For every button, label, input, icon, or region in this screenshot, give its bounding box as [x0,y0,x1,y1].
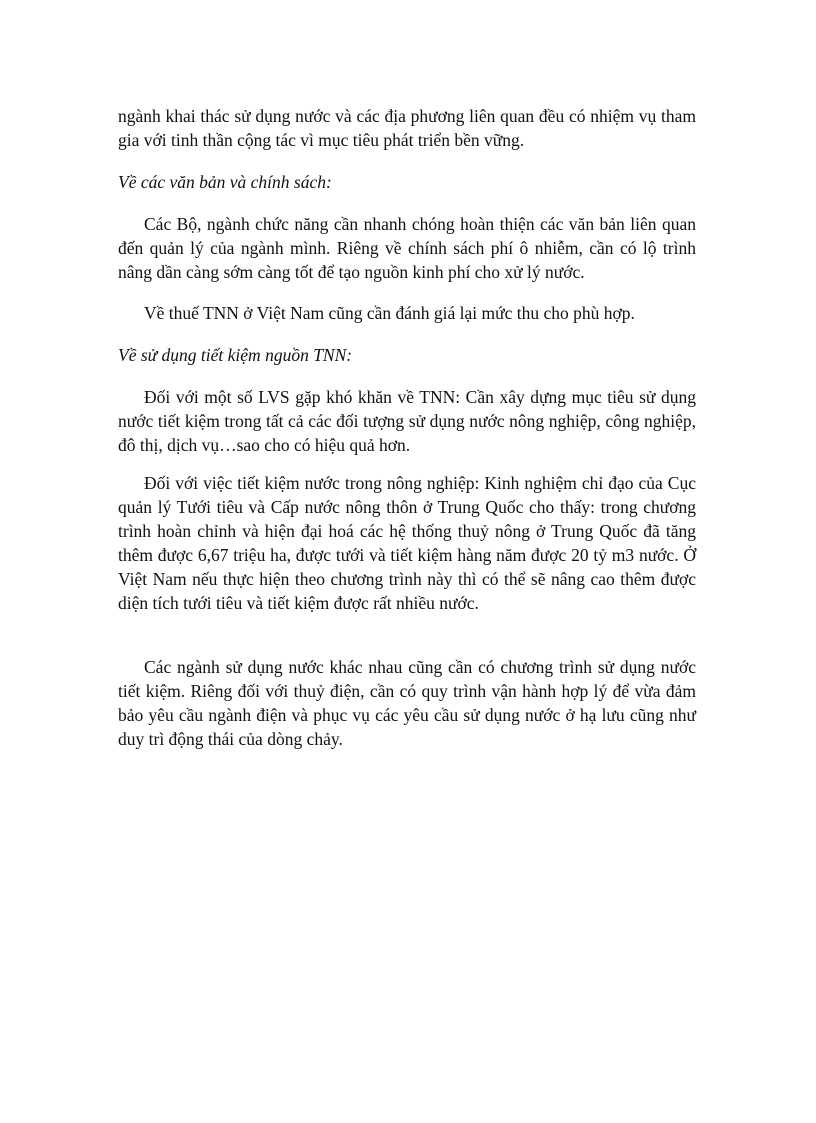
paragraph-ministries: Các Bộ, ngành chức năng cần nhanh chóng hoàn thiện các văn bản liên quan đến quản lý của ngành mình. Riêng về chính sách phí ô nhiễm, cần có lộ trình nâng dần càng sớm càng tốt để tạo nguồn kinh phí cho xử lý nước. [118,214,696,282]
section-heading-saving: Về sử dụng tiết kiệm nguồn TNN: [118,345,353,365]
paragraph-agriculture: Đối với việc tiết kiệm nước trong nông nghiệp: Kinh nghiệm chỉ đạo của Cục quản lý Tưới tiêu và Cấp nước nông thôn ở Trung Quốc cho thấy: trong chương trình hoàn chỉnh và hiện đại hoá các hệ thống thuỷ nông ở Trung Quốc đã tăng thêm được 6,67 triệu ha, được tưới và tiết kiệm hàng năm được 20 tỷ m3 nước. Ở Việt Nam nếu thực hiện theo chương trình này thì có thể sẽ nâng cao thêm được diện tích tưới tiêu và tiết kiệm được rất nhiều nước. [118,473,696,613]
paragraph-river-basins: Đối với một số LVS gặp khó khăn về TNN: Cần xây dựng mục tiêu sử dụng nước tiết kiệm trong tất cả các đối tượng sử dụng nước nông nghiệp, công nghiệp, đô thị, dịch vụ…sao cho có hiệu quả hơn. [118,387,696,455]
paragraph-tax: Về thuế TNN ở Việt Nam cũng cần đánh giá lại mức thu cho phù hợp. [144,303,635,323]
section-heading-policies: Về các văn bản và chính sách: [118,172,332,192]
paragraph-continuation: ngành khai thác sử dụng nước và các địa phương liên quan đều có nhiệm vụ tham gia với tinh thần cộng tác vì mục tiêu phát triển bền vững. [118,106,696,150]
paragraph-water-sectors: Các ngành sử dụng nước khác nhau cũng cần có chương trình sử dụng nước tiết kiệm. Riêng đối với thuỷ điện, cần có quy trình vận hành hợp lý để vừa đảm bảo yêu cầu ngành điện và phục vụ các yêu cầu sử dụng nước ở hạ lưu cũng như duy trì động thái của dòng chảy. [118,657,696,749]
